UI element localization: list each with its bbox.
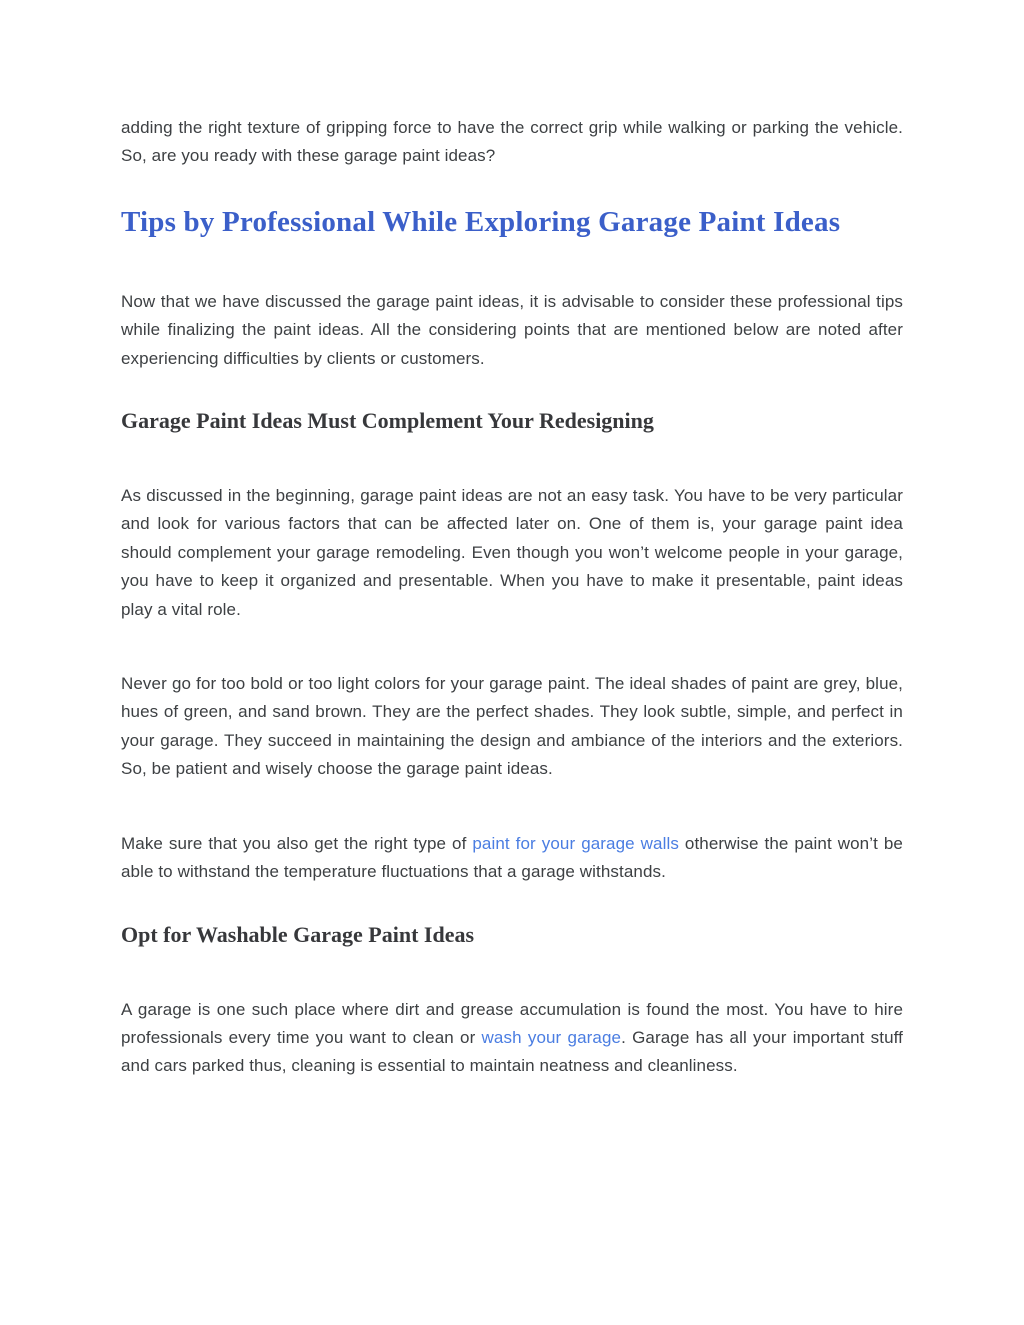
paragraph-paint-type-after: otherwise the paint won’t be able to withstand the temperature fluctuations that a garage withstands. (121, 833, 903, 882)
paragraph-paint-type-before: Make sure that you also get the right type of (121, 833, 473, 853)
paragraph-tips-intro: Now that we have discussed the garage paint ideas, it is advisable to consider these professional tips while finalizing the paint ideas. All the considering points that are mentioned below are noted after experiencing difficulties by clients or customers. (121, 291, 903, 368)
heading-tips-by-professional: Tips by Professional While Exploring Garage Paint Ideas (121, 205, 841, 238)
paragraph-complement-2: Never go for too bold or too light colors for your garage paint. The ideal shades of paint are grey, blue, hues of green, and sand brown. They are the perfect shades. They look subtle, simple, and perfect in your garage. They succeed in maintaining the design and ambiance of the interiors and the exteriors. So, be patient and wisely choose the garage paint ideas. (121, 674, 903, 779)
paragraph-washable-after: . Garage has all your important stuff and cars parked thus, cleaning is essential to maintain neatness and cleanliness. (121, 1027, 903, 1076)
heading-washable-paint: Opt for Washable Garage Paint Ideas (121, 921, 475, 947)
paragraph-complement-1: As discussed in the beginning, garage paint ideas are not an easy task. You have to be very particular and look for various factors that can be affected later on. One of them is, your garage paint idea should complement your garage remodeling. Even though you won’t welcome people in your garage, you have to keep it organized and presentable. When you have to make it presentable, paint ideas play a vital role. (121, 486, 903, 619)
intro-paragraph: adding the right texture of gripping force to have the correct grip while walking or parking the vehicle. So, are you ready with these garage paint ideas? (121, 118, 903, 166)
wash-your-garage-link[interactable]: wash your garage (481, 1027, 622, 1047)
paragraph-washable (121, 996, 903, 1081)
paint-for-garage-walls-link[interactable]: paint for your garage walls (472, 833, 679, 853)
paragraph-washable-before: A garage is one such place where dirt and grease accumulation is found the most. You have to hire professionals every time you want to clean or (121, 999, 903, 1047)
heading-complement-redesigning: Garage Paint Ideas Must Complement Your Redesigning (121, 408, 654, 434)
paragraph-paint-type (121, 830, 903, 887)
